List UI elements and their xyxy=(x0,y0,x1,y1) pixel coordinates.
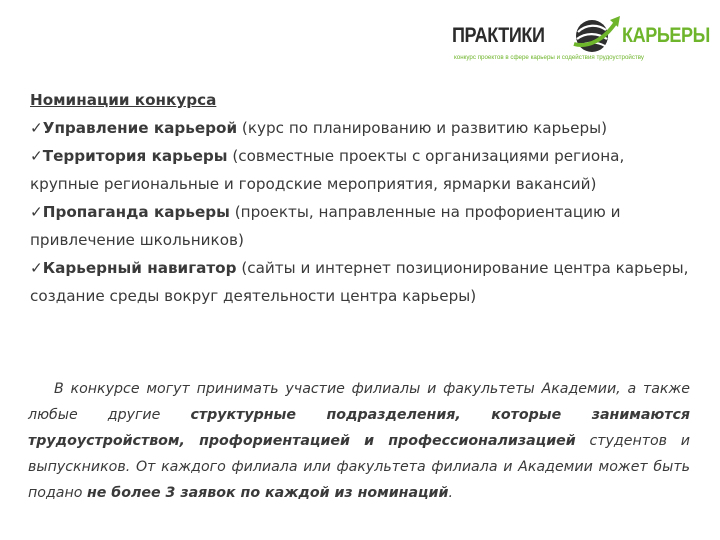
nomination-item xyxy=(30,114,695,142)
logo xyxy=(452,14,710,72)
nomination-title: Пропаганда карьеры xyxy=(42,203,230,221)
checkmark-icon: ✓ xyxy=(30,147,43,165)
logo-word-praktiki: ПРАКТИКИ xyxy=(452,24,545,47)
nominations-block xyxy=(30,86,695,310)
checkmark-icon: ✓ xyxy=(30,119,43,137)
paragraph-text-1: В конкурсе могут принимать участие филиалы и факультеты Академии, а также любые другие xyxy=(28,381,690,423)
nomination-title: Территория карьеры xyxy=(42,147,228,165)
nomination-title: Карьерный навигатор xyxy=(42,259,237,277)
checkmark-icon: ✓ xyxy=(30,259,43,277)
checkmark-icon: ✓ xyxy=(30,203,43,221)
logo-word-karery: КАРЬЕРЫ xyxy=(622,24,710,47)
logo-tagline: конкурс проектов в сфере карьеры и содействия трудоустройству xyxy=(454,54,645,61)
participation-paragraph xyxy=(28,376,690,506)
paragraph-bold-2: не более 3 заявок по каждой из номинаций xyxy=(86,485,449,501)
paragraph-text-2: студентов и выпускников. От каждого филиала или факультета филиала и Академии может быть подано xyxy=(28,433,690,501)
nomination-description: (проекты, направленные на профориентацию и привлечение школьников) xyxy=(30,203,621,249)
nomination-description: (курс по планированию и развитию карьеры) xyxy=(237,119,608,137)
paragraph-bold-1: структурные подразделения, которые занимаются трудоустройством, профориентацией и профессионализацией xyxy=(28,407,690,449)
nomination-item xyxy=(30,254,695,310)
section-title: Номинации конкурса xyxy=(30,91,217,109)
ball-arrow-icon xyxy=(570,14,622,56)
nomination-item xyxy=(30,142,695,198)
nomination-description: (совместные проекты с организациями региона, крупные региональные и городские мероприятия, ярмарки вакансий) xyxy=(30,147,625,193)
paragraph-text-3: . xyxy=(448,485,453,501)
nomination-title: Управление карьерой xyxy=(42,119,238,137)
nomination-item xyxy=(30,198,695,254)
nomination-description: (сайты и интернет позиционирование центра карьеры, создание среды вокруг деятельности центра карьеры) xyxy=(30,259,689,305)
